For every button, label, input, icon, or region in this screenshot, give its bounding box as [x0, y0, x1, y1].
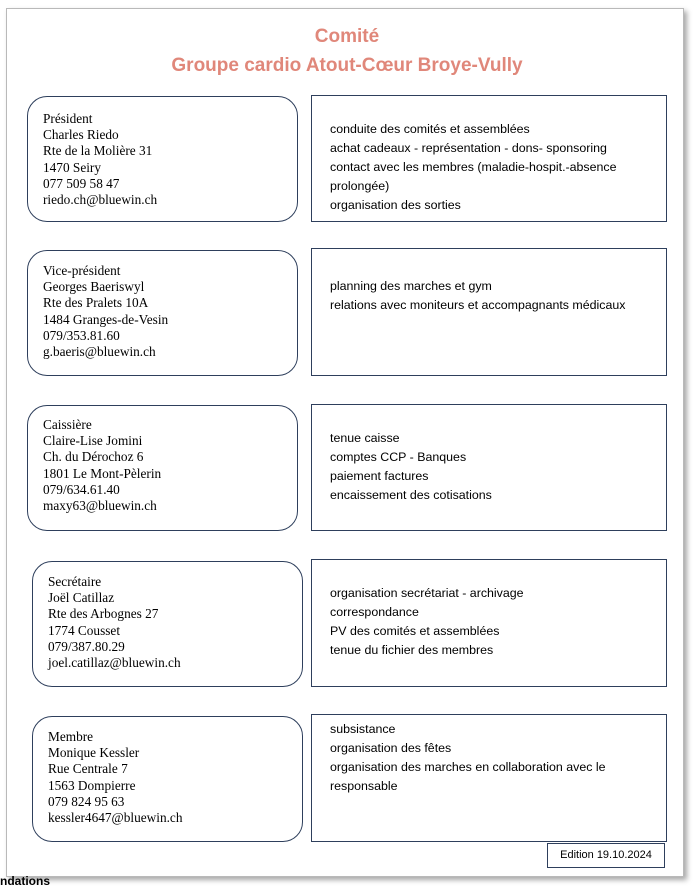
member-phone: 079 824 95 63: [48, 793, 125, 809]
duty-item: correspondance: [330, 605, 419, 619]
member-email: joel.catillaz@bluewin.ch: [48, 655, 181, 671]
duty-item: encaissement des cotisations: [330, 488, 492, 502]
member-phone: 079/634.61.40: [43, 481, 120, 497]
member-role: Vice-président: [43, 263, 121, 278]
duty-item: comptes CCP - Banques: [330, 450, 467, 464]
duty-item: organisation des marches en collaboration avec le responsable: [330, 760, 606, 793]
member-card-treasurer: [27, 405, 298, 531]
duty-item: organisation des sorties: [330, 198, 461, 212]
member-street: Rte des Pralets 10A: [43, 295, 149, 311]
duties-box-treasurer: [311, 404, 667, 531]
duty-item: conduite des comités et assemblées: [330, 122, 530, 136]
member-name: Georges Baeriswyl: [43, 279, 145, 295]
member-email: kessler4647@bluewin.ch: [48, 810, 183, 826]
member-role: Membre: [48, 729, 94, 744]
duties-box-secretary: [311, 559, 667, 687]
member-street: Rue Centrale 7: [48, 761, 128, 777]
member-card-member: [32, 716, 303, 842]
cutoff-text: ndations: [0, 874, 50, 888]
duties-box-member: [311, 714, 667, 842]
member-name: Charles Riedo: [43, 127, 119, 143]
member-role: Caissière: [43, 417, 92, 432]
duty-item: paiement factures: [330, 469, 429, 483]
duty-item: PV des comités et assemblées: [330, 624, 500, 638]
document-title: Comité: [314, 26, 380, 47]
member-street: Rte de la Molière 31: [43, 143, 153, 159]
member-phone: 079/353.81.60: [43, 327, 120, 343]
member-name: Monique Kessler: [48, 745, 140, 761]
member-role: Président: [43, 111, 93, 126]
member-city: 1470 Seiry: [43, 159, 101, 175]
duty-item: planning des marches et gym: [330, 279, 492, 293]
duty-item: organisation secrétariat - archivage: [330, 586, 524, 600]
member-street: Rte des Arbognes 27: [48, 606, 159, 622]
duty-item: tenue caisse: [330, 431, 400, 445]
member-email: riedo.ch@bluewin.ch: [43, 192, 158, 208]
member-card-vice-president: [27, 250, 298, 376]
member-card-president: [27, 96, 298, 222]
member-street: Ch. du Dérochoz 6: [43, 449, 144, 465]
member-city: 1801 Le Mont-Pèlerin: [43, 465, 162, 481]
document-subtitle: Groupe cardio Atout-Cœur Broye-Vully: [171, 55, 523, 76]
member-city: 1563 Dompierre: [48, 777, 136, 793]
duty-item: achat cadeaux - représentation - dons- sponsoring: [330, 141, 607, 155]
duty-item: contact avec les membres (maladie-hospit.-absence prolongée): [330, 160, 617, 193]
duty-item: tenue du fichier des membres: [330, 643, 494, 657]
member-city: 1484 Granges-de-Vesin: [43, 311, 169, 327]
member-city: 1774 Cousset: [48, 622, 121, 638]
duty-item: subsistance: [330, 722, 396, 736]
duties-box-vice-president: [311, 248, 667, 376]
member-email: g.baeris@bluewin.ch: [43, 344, 156, 360]
duty-item: organisation des fêtes: [330, 741, 452, 755]
duties-box-president: [311, 95, 667, 222]
duty-item: relations avec moniteurs et accompagnants médicaux: [330, 298, 626, 312]
member-role: Secrétaire: [48, 574, 102, 589]
member-name: Claire-Lise Jomini: [43, 433, 143, 449]
member-name: Joël Catillaz: [48, 590, 115, 606]
edition-label: Edition 19.10.2024: [547, 843, 665, 868]
member-phone: 077 509 58 47: [43, 175, 120, 191]
member-email: maxy63@bluewin.ch: [43, 498, 157, 514]
member-phone: 079/387.80.29: [48, 638, 125, 654]
member-card-secretary: [32, 561, 303, 687]
